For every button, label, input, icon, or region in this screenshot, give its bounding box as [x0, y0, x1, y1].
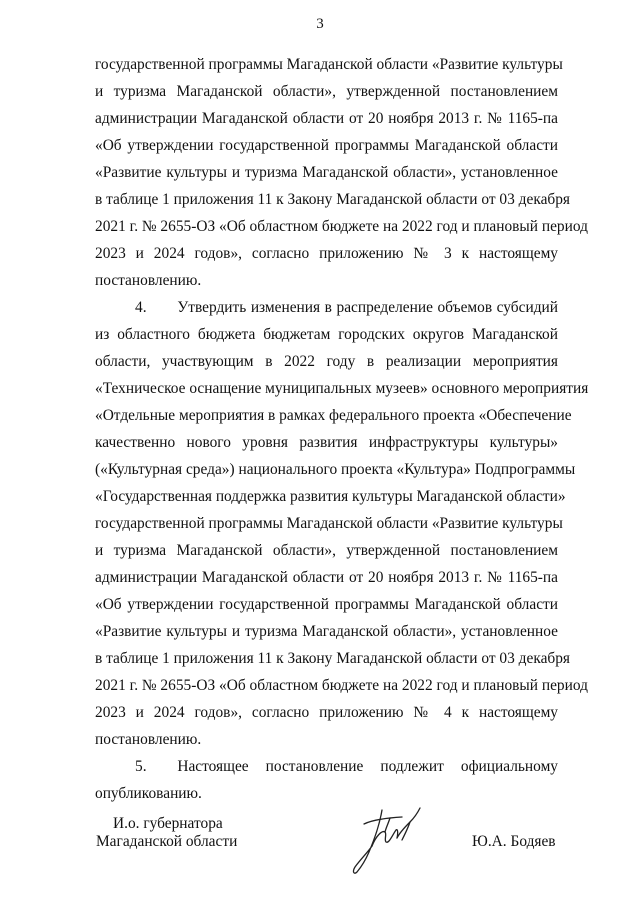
text-line: и туризма Магаданской области», утвержденной постановлением [95, 542, 558, 559]
text-line: 2021 г. № 2655-ОЗ «Об областном бюджете на 2022 год и плановый период [95, 218, 588, 235]
text-line: в таблице 1 приложения 11 к Закону Магаданской области от 03 декабря [95, 650, 571, 667]
text-line: государственной программы Магаданской области «Развитие культуры [95, 56, 563, 73]
text-line: «Развитие культуры и туризма Магаданской области», установленное [95, 164, 558, 181]
page-number: 3 [316, 16, 324, 32]
text-line: государственной программы Магаданской области «Развитие культуры [95, 515, 563, 532]
text-line: «Об утверждении государственной программы Магаданской области [95, 137, 558, 154]
text-line: 5. Настоящее постановление подлежит официальному [135, 758, 558, 775]
text-line: («Культурная среда») национального проекта «Культура» Подпрограммы [95, 461, 576, 478]
text-line: постановлению. [95, 272, 202, 289]
text-line: опубликованию. [95, 785, 202, 802]
text-line: качественно нового уровня развития инфраструктуры культуры» [95, 434, 558, 451]
handwritten-signature [342, 800, 432, 878]
text-line: 2023 и 2024 годов», согласно приложению № 3 к настоящему [95, 245, 558, 262]
signatory-title: И.о. губернатора [113, 815, 223, 832]
text-line: 2021 г. № 2655-ОЗ «Об областном бюджете на 2022 год и плановый период [95, 677, 588, 694]
text-line: «Об утверждении государственной программы Магаданской области [95, 596, 558, 613]
text-line: «Техническое оснащение муниципальных музеев» основного мероприятия [95, 380, 589, 397]
text-line: «Государственная поддержка развития культуры Магаданской области» [95, 488, 566, 505]
text-line: администрации Магаданской области от 20 ноября 2013 г. № 1165-па [95, 569, 558, 586]
text-line: в таблице 1 приложения 11 к Закону Магаданской области от 03 декабря [95, 191, 571, 208]
text-line: администрации Магаданской области от 20 ноября 2013 г. № 1165-па [95, 110, 558, 127]
signatory-name: Ю.А. Бодяев [472, 833, 556, 850]
text-line: постановлению. [95, 731, 202, 748]
text-line: «Отдельные мероприятия в рамках федерального проекта «Обеспечение [95, 407, 572, 424]
text-line: из областного бюджета бюджетам городских округов Магаданской [95, 326, 558, 343]
text-line: 2023 и 2024 годов», согласно приложению № 4 к настоящему [95, 704, 558, 721]
text-line: 4. Утвердить изменения в распределение объемов субсидий [135, 299, 558, 316]
text-line: области, участвующим в 2022 году в реализации мероприятия [95, 353, 558, 370]
signatory-region: Магаданской области [96, 833, 238, 850]
text-line: «Развитие культуры и туризма Магаданской области», установленное [95, 623, 558, 640]
text-line: и туризма Магаданской области», утвержденной постановлением [95, 83, 558, 100]
